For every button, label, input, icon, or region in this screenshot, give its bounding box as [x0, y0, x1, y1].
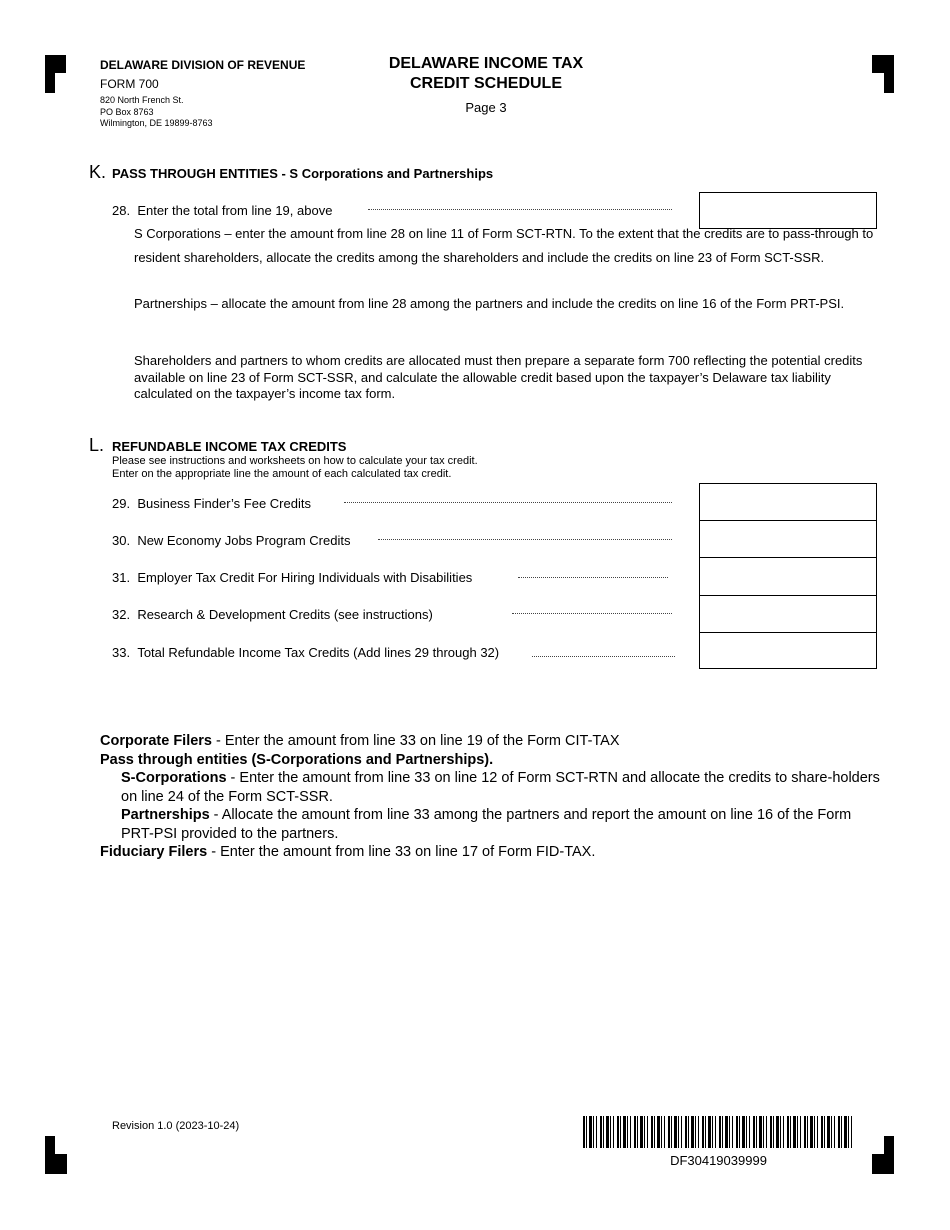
form-number: FORM 700 [100, 77, 159, 91]
line-number: 32. [112, 607, 131, 622]
registration-mark-top-right-tab [872, 55, 894, 73]
registration-mark-bottom-left-tab [45, 1154, 67, 1174]
instruction-text: - Enter the amount from line 33 on line 17 of Form FID-TAX. [207, 844, 596, 860]
line-text: Research & Development Credits (see instructions) [137, 607, 433, 622]
address-line: Wilmington, DE 19899-8763 [100, 118, 213, 128]
section-k-title: PASS THROUGH ENTITIES - S Corporations and Partnerships [112, 166, 494, 181]
line-number: 29. [112, 496, 131, 511]
fiduciary-filers-instruction [100, 843, 880, 862]
registration-mark-bottom-right-tab [872, 1154, 894, 1174]
line-number: 28. [112, 203, 131, 218]
line-text: Total Refundable Income Tax Credits (Add lines 29 through 32) [137, 645, 500, 660]
line-text: Employer Tax Credit For Hiring Individuals with Disabilities [137, 570, 473, 585]
address-line: PO Box 8763 [100, 106, 154, 117]
agency-name: DELAWARE DIVISION OF REVENUE [100, 58, 306, 72]
revision-label: Revision 1.0 (2023-10-24) [112, 1120, 240, 1132]
instruction-text: - Allocate the amount from line 33 among the partners and report the amount on line 16 of the Form PRT-PSI provided to the partners. [121, 807, 852, 842]
line-33-label [112, 645, 499, 660]
partnerships-paragraph: Partnerships – allocate the amount from line 28 among the partners and include the credits on line 16 of the Form PRT-PSI. [134, 296, 845, 311]
instruction-heading: S-Corporations [121, 770, 227, 786]
leader-dots [344, 502, 672, 503]
line-number: 31. [112, 570, 131, 585]
line-30-amount-field[interactable] [699, 520, 877, 558]
section-l-note-2: Enter on the appropriate line the amount of each calculated tax credit. [112, 468, 452, 480]
line-30-label [112, 533, 350, 548]
leader-dots [532, 656, 675, 657]
s-corporations-paragraph: S Corporations – enter the amount from line 28 on line 11 of Form SCT-RTN. To the extent that the credits are to pass-through to resident shareholders, allocate the credits among the shareholders and include the credits on line 23 of Form SCT-SSR. [134, 226, 874, 265]
section-l-note-1: Please see instructions and worksheets on how to calculate your tax credit. [112, 455, 478, 467]
page-number: Page 3 [465, 100, 507, 115]
barcode [583, 1116, 854, 1148]
pass-through-heading: Pass through entities (S-Corporations and Partnerships). [100, 751, 494, 768]
line-32-label [112, 607, 433, 622]
line-31-amount-field[interactable] [699, 557, 877, 596]
registration-mark-top-left-tab [45, 55, 66, 73]
instruction-heading: Fiduciary Filers [100, 844, 208, 860]
filing-instructions [100, 732, 880, 862]
instruction-text: - Enter the amount from line 33 on line 19 of the Form CIT-TAX [212, 733, 620, 749]
line-text: New Economy Jobs Program Credits [137, 533, 351, 548]
line-text: Business Finder’s Fee Credits [137, 496, 311, 511]
leader-dots [378, 539, 672, 540]
instruction-text: - Enter the amount from line 33 on line 12 of Form SCT-RTN and allocate the credits to share-holders on line 24 of the Form SCT-SSR. [121, 770, 880, 805]
instruction-heading: Corporate Filers [100, 733, 212, 749]
line-text: Enter the total from line 19, above [137, 203, 333, 218]
form-title-line-1: DELAWARE INCOME TAX [388, 55, 584, 72]
form-title-line-2: CREDIT SCHEDULE [409, 75, 562, 92]
barcode-number: DF30419039999 [670, 1153, 767, 1168]
s-corporations-instruction [100, 769, 880, 806]
partnerships-instruction [100, 806, 880, 843]
line-33-amount-field[interactable] [699, 632, 877, 669]
agency-address [100, 95, 213, 130]
section-l-title: REFUNDABLE INCOME TAX CREDITS [112, 439, 347, 454]
line-number: 33. [112, 645, 131, 660]
line-29-label [112, 496, 311, 511]
leader-dots [368, 209, 672, 210]
corporate-filers-instruction [100, 732, 880, 751]
line-29-amount-field[interactable] [699, 483, 877, 521]
line-32-amount-field[interactable] [699, 595, 877, 633]
shareholders-paragraph: Shareholders and partners to whom credits are allocated must then prepare a separate form 700 reflecting the potential credits available on line 23 of Form SCT-SSR, and calculate the allowable credit based upon the taxpayer’s Delaware tax liability calculated on the taxpayer’s income tax form. [134, 353, 863, 401]
line-28-label [112, 203, 332, 218]
line-31-label [112, 570, 472, 585]
line-number: 30. [112, 533, 131, 548]
leader-dots [518, 577, 668, 578]
address-line: 820 North French St. [100, 95, 184, 105]
section-k-letter: K. [89, 162, 107, 182]
instruction-heading: Partnerships [121, 807, 210, 823]
section-l-letter: L. [89, 435, 105, 455]
leader-dots [512, 613, 672, 614]
